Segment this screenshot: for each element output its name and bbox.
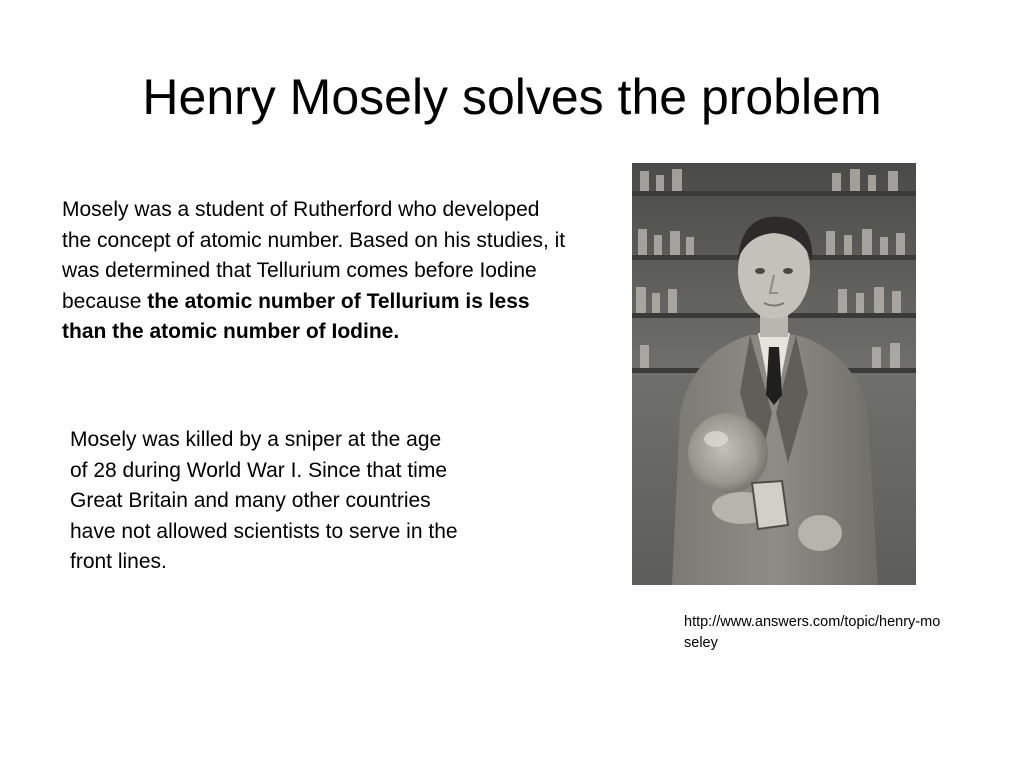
- source-url[interactable]: http://www.answers.com/topic/henry-moseley: [684, 614, 941, 651]
- slide-title: Henry Mosely solves the problem: [142, 69, 882, 125]
- portrait-photo: [632, 163, 916, 585]
- paragraph-atomic-number-text: Mosely was a student of Rutherford who developed the concept of atomic number. Based on his studies, it was determined that Tellurium comes before Iodine because: [62, 198, 566, 313]
- paragraph-atomic-number: [62, 195, 572, 348]
- portrait-photo-drawing: [632, 163, 916, 585]
- paragraph-atomic-number-emphasis: the atomic number of Tellurium is less than the atomic number of Iodine.: [62, 289, 530, 343]
- paragraph-death: Mosely was killed by a sniper at the age of 28 during World War I. Since that time Great Britain and many other countries have not allowed scientists to serve in the front lines.: [70, 428, 458, 573]
